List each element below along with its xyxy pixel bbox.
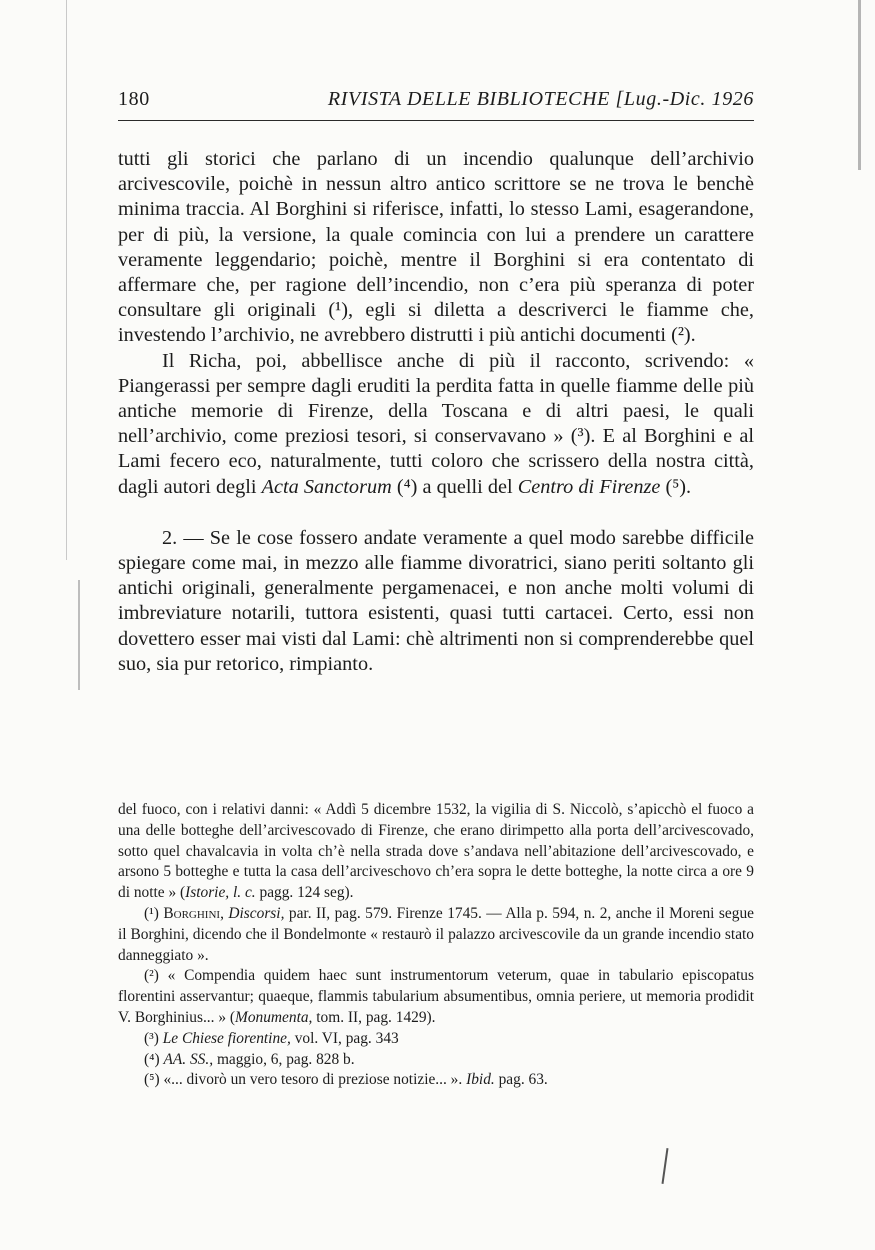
paragraph-text: Il Richa, poi, abbellisce anche di più il racconto, scrivendo: « Piangerassi per sempre dagli eruditi la perdita fatta in quelle fiamme delle più antiche memorie di Firenze, della Toscana e di altri paesi, le quali nell’archivio, come preziosi tesori, si conservavano » (³). E al Borghini e al Lami fecero eco, naturalmente, tutti coloro che scrissero della nostra città, dagli autori degli — [118, 349, 754, 498]
italic-title: Istorie, l. c. — [185, 884, 256, 902]
running-header — [118, 84, 754, 121]
footnote-marker: (¹) — [144, 904, 159, 922]
footnote-text: (²) « Compendia quidem haec sunt instrumentorum veterum, quae in tabulario episcopatus florentini asservantur; quaeque, flammis tabularium absumentibus, omnia periere, ut memoria prodidit V. Borghinius... » ( — [118, 967, 754, 1026]
page-number: 180 — [118, 88, 150, 110]
footnote-text: vol. VI, pag. 343 — [294, 1029, 399, 1047]
footnote-text: par. II, pag. 579. Firenze 1745. — Alla p. 594, n. 2, anche il Moreni segue il Borghini, dicendo che il Bondelmonte « restaurò il palazzo arcivescovile da un grande incendio stato danneggiato ». — [118, 904, 754, 964]
footnote-1 — [118, 904, 754, 966]
footnote-marker: (³) — [144, 1029, 159, 1047]
footnote-text: (⁵) «... divorò un vero tesoro di preziose notizie... ». — [144, 1071, 463, 1089]
footnote-text: pagg. 124 seg). — [259, 884, 354, 902]
footnote-3 — [118, 1029, 754, 1050]
footnotes — [118, 800, 754, 1091]
paragraph: tutti gli storici che parlano di un incendio qualunque dell’archivio arcivescovile, poichè in nessun altro antico scrittore se ne trova le benchè minima traccia. Al Borghini si riferisce, infatti, lo stesso Lami, esagerandone, per di più, la versione, la quale comincia con lui a prendere un carattere veramente leggendario; poichè, mentre il Borghini si era contentato di affermare che, per ragione dell’incendio, non c’era più speranza di poter consultare gli originali (¹), egli si diletta a descriverci le fiamme che, investendo l’archivio, ne avrebbero distrutti i più antichi documenti (²). — [118, 148, 754, 347]
paragraph: 2. — Se le cose fossero andate veramente a quel modo sarebbe difficile spiegare come mai, in mezzo alle fiamme divoratrici, siano periti soltanto gli antichi originali, generalmente pergamenacei, e non anche molti volumi di imbreviature notarili, tuttora esistenti, quasi tutti cartacei. Certo, essi non dovettero esser mai visti dal Lami: chè altrimenti non si comprenderebbe quel suo, sia pur retorico, rimpianto. — [118, 526, 754, 675]
italic-title: Acta Sanctorum — [261, 475, 392, 498]
italic-title: Le Chiese fiorentine, — [162, 1029, 291, 1047]
italic-title: Monumenta, — [235, 1008, 313, 1026]
footnote-marker: (⁴) — [144, 1050, 160, 1068]
paragraph — [118, 349, 754, 500]
footnote-4 — [118, 1050, 754, 1071]
author-name: Borghini, — [163, 904, 224, 922]
pencil-mark — [662, 1148, 669, 1184]
page-edge-shadow — [78, 580, 80, 690]
paragraph-text: (⁵). — [665, 475, 692, 498]
footnote-text: maggio, 6, pag. 828 b. — [216, 1050, 355, 1068]
footnote-text: tom. II, pag. 1429). — [316, 1008, 436, 1026]
footnote-5 — [118, 1070, 754, 1091]
main-text — [118, 147, 754, 677]
italic-title: Discorsi, — [228, 904, 285, 922]
italic-title: Centro di Firenze — [517, 475, 661, 498]
footnote-continuation — [118, 800, 754, 904]
running-title: RIVISTA DELLE BIBLIOTECHE [Lug.-Dic. 1926 — [327, 88, 754, 110]
page-edge-shadow — [66, 0, 67, 560]
footnote-text: del fuoco, con i relativi danni: « Addì 5 dicembre 1532, la vigilia di S. Niccolò, s’apicchò el fuoco a una delle botteghe dell’arcivescovado di Firenze, che erano dirimpetto alla porta dell’arcivescovado, sotto quel chavalcavia in volta ch’è nella strada dove s’andava nell’abitazione dell’arcivescovado, e arsono 5 botteghe e tutta la casa dell’arciveschovo ch’era sopra le dette botteghe, la notte circa a ore 9 di notte » ( — [118, 801, 754, 902]
footnote-2 — [118, 966, 754, 1028]
page-edge-shadow — [858, 0, 861, 170]
italic-title: AA. SS., — [163, 1050, 214, 1068]
paragraph-text: (⁴) a quelli del — [396, 475, 513, 498]
footnote-text: pag. 63. — [498, 1071, 548, 1089]
italic-title: Ibid. — [466, 1071, 495, 1089]
